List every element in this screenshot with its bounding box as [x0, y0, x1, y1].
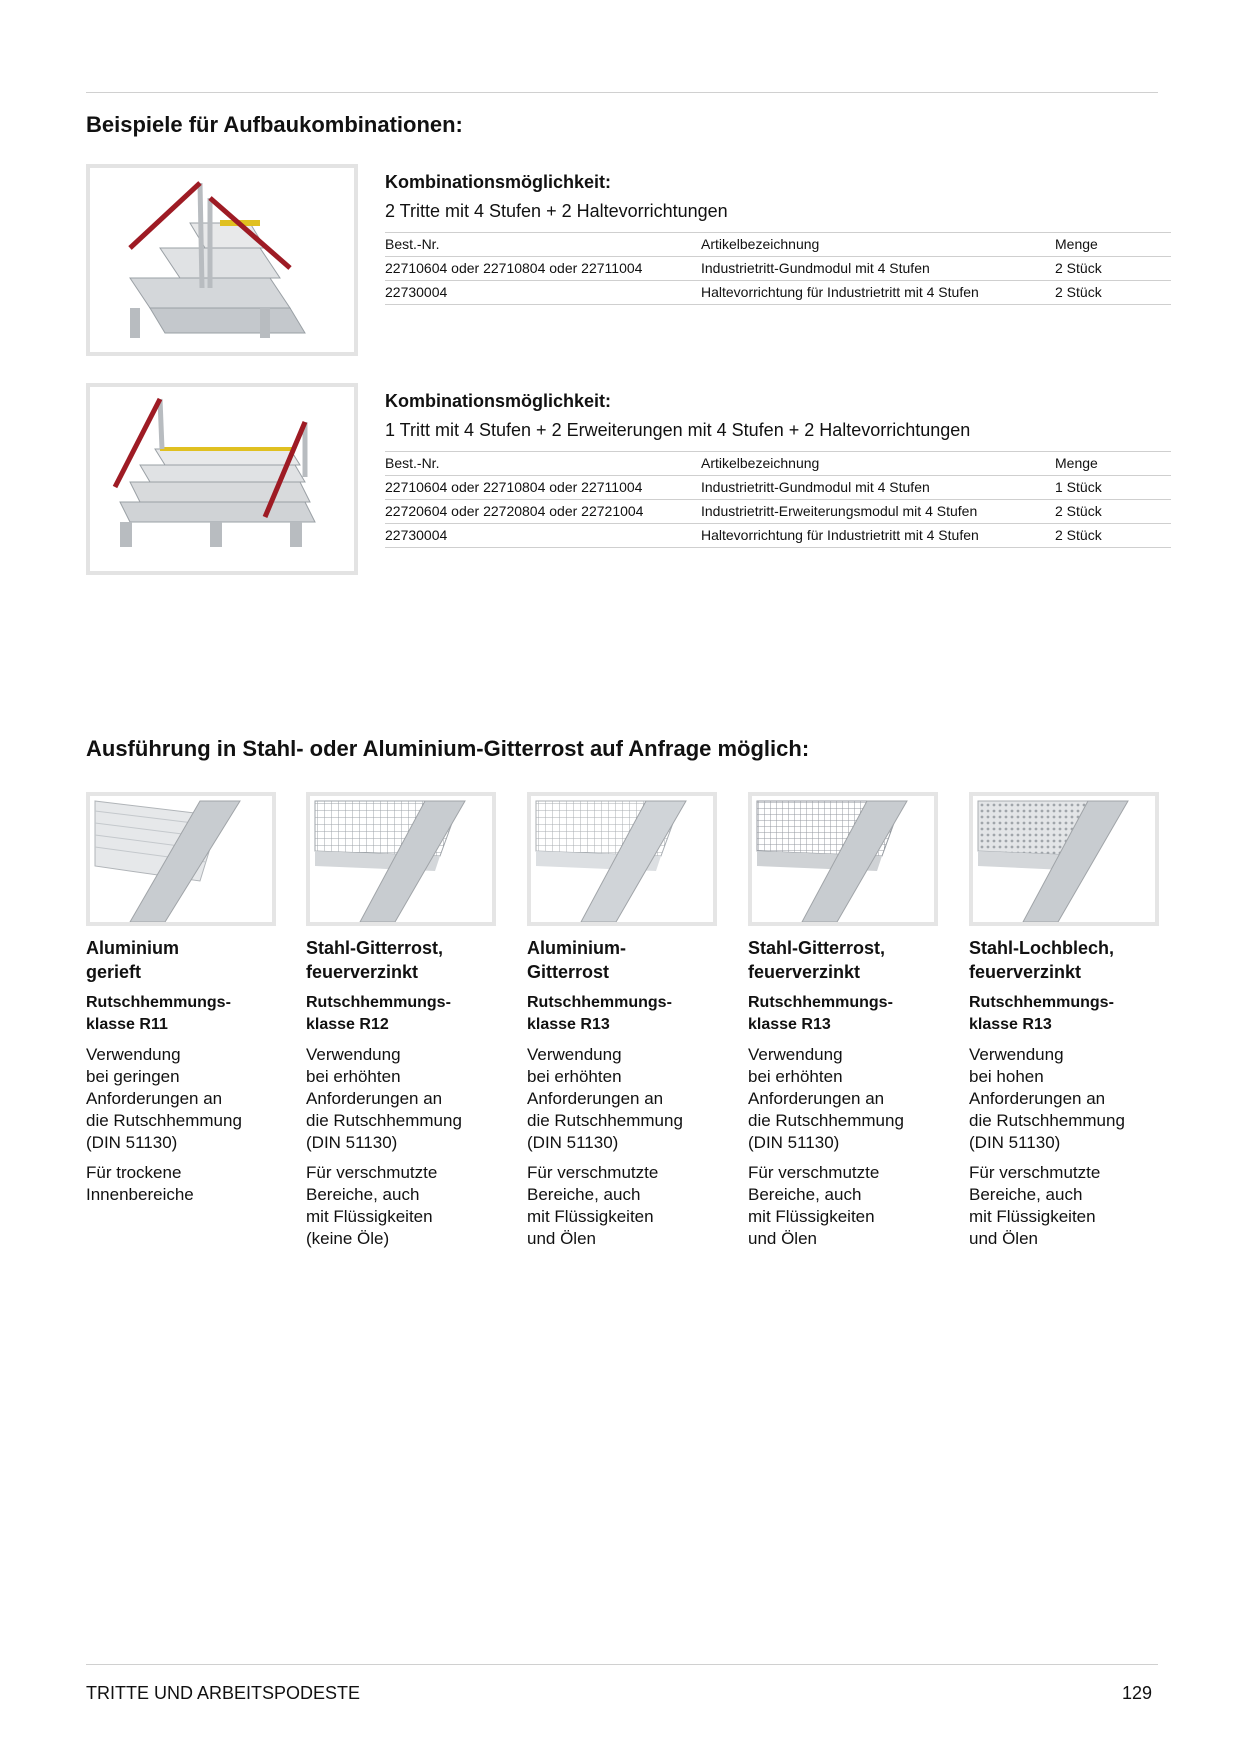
variant-area: Für trockene Innenbereiche: [86, 1163, 194, 1204]
col-best-nr: Best.-Nr.: [385, 233, 701, 257]
variant-area: Für verschmutzte Bereiche, auch mit Flüssigkeiten und Ölen: [527, 1163, 659, 1248]
col-best-nr: Best.-Nr.: [385, 452, 701, 476]
table-row: [385, 257, 1171, 281]
combo1: [385, 172, 1171, 305]
table-header-row: [385, 233, 1171, 257]
variant-aluminium-gitterrost: [527, 936, 727, 1250]
table-row: [385, 524, 1171, 548]
combo2: [385, 391, 1171, 548]
col-menge: Menge: [1055, 452, 1171, 476]
table-row: [385, 476, 1171, 500]
cell-artikel: Haltevorrichtung für Industrietritt mit 4 Stufen: [701, 281, 1055, 305]
variant-class: Rutschhemmungs- klasse R13: [748, 994, 893, 1033]
grating-image-stahl-gitterrost-r13: [748, 792, 938, 926]
cell-artikel: Industrietritt-Gundmodul mit 4 Stufen: [701, 476, 1055, 500]
cell-best-nr: 22710604 oder 22710804 oder 22711004: [385, 476, 701, 500]
variant-title: Stahl-Lochblech, feuerverzinkt: [969, 938, 1115, 982]
table-header-row: [385, 452, 1171, 476]
combo1-image: [86, 164, 358, 356]
top-rule: [86, 92, 1158, 93]
cell-artikel: Haltevorrichtung für Industrietritt mit 4 Stufen: [701, 524, 1055, 548]
combo1-subtitle: 2 Tritte mit 4 Stufen + 2 Haltevorrichtungen: [385, 201, 728, 221]
footer-rule: [86, 1664, 1158, 1665]
combo2-image: [86, 383, 358, 575]
cell-artikel: Industrietritt-Erweiterungsmodul mit 4 Stufen: [701, 500, 1055, 524]
variant-title: Aluminium gerieft: [86, 938, 179, 982]
cell-menge: 2 Stück: [1055, 524, 1171, 548]
variant-title: Aluminium- Gitterrost: [527, 938, 626, 982]
table-row: [385, 500, 1171, 524]
combo2-subtitle: 1 Tritt mit 4 Stufen + 2 Erweiterungen mit 4 Stufen + 2 Haltevorrichtungen: [385, 420, 971, 440]
variant-title: Stahl-Gitterrost, feuerverzinkt: [306, 938, 444, 982]
perforated-tread-illustration: [973, 796, 1155, 922]
variant-usage: Verwendung bei geringen Anforderungen an die Rutschhemmung (DIN 51130): [86, 1045, 242, 1152]
variant-usage: Verwendung bei erhöhten Anforderungen an die Rutschhemmung (DIN 51130): [748, 1045, 904, 1152]
variant-class: Rutschhemmungs- klasse R12: [306, 994, 451, 1033]
stair-illustration: [90, 387, 354, 571]
combo2-table: [385, 451, 1171, 548]
section2-heading: Ausführung in Stahl- oder Aluminium-Gitterrost auf Anfrage möglich:: [86, 736, 810, 761]
variant-class: Rutschhemmungs- klasse R13: [969, 994, 1114, 1033]
grating-image-stahl-gitterrost-r12: [306, 792, 496, 926]
cell-menge: 1 Stück: [1055, 476, 1171, 500]
cell-best-nr: 22730004: [385, 524, 701, 548]
grating-tread-illustration: [531, 796, 713, 922]
variant-class: Rutschhemmungs- klasse R13: [527, 994, 672, 1033]
variant-stahl-gitterrost-r13: [748, 936, 948, 1250]
col-menge: Menge: [1055, 233, 1171, 257]
variant-title: Stahl-Gitterrost, feuerverzinkt: [748, 938, 886, 982]
variant-usage: Verwendung bei erhöhten Anforderungen an die Rutschhemmung (DIN 51130): [527, 1045, 683, 1152]
grating-tread-illustration: [752, 796, 934, 922]
grating-image-aluminium-gerieft: [86, 792, 276, 926]
ribbed-tread-illustration: [90, 796, 272, 922]
variant-area: Für verschmutzte Bereiche, auch mit Flüssigkeiten (keine Öle): [306, 1163, 438, 1248]
cell-best-nr: 22720604 oder 22720804 oder 22721004: [385, 500, 701, 524]
grating-image-stahl-lochblech: [969, 792, 1159, 926]
cell-menge: 2 Stück: [1055, 257, 1171, 281]
combo1-table: [385, 232, 1171, 305]
combo2-label: Kombinationsmöglichkeit:: [385, 391, 612, 411]
grating-image-aluminium-gitterrost: [527, 792, 717, 926]
table-row: [385, 281, 1171, 305]
col-artikel: Artikelbezeichnung: [701, 452, 1055, 476]
combo1-label: Kombinationsmöglichkeit:: [385, 172, 612, 192]
variant-area: Für verschmutzte Bereiche, auch mit Flüssigkeiten und Ölen: [969, 1163, 1101, 1248]
variant-class: Rutschhemmungs- klasse R11: [86, 994, 231, 1033]
variant-stahl-lochblech: [969, 936, 1169, 1250]
footer-section-title: TRITTE UND ARBEITSPODESTE: [86, 1683, 361, 1703]
variant-aluminium-gerieft: [86, 936, 286, 1206]
variant-usage: Verwendung bei erhöhten Anforderungen an die Rutschhemmung (DIN 51130): [306, 1045, 462, 1152]
page-number: 129: [1121, 1683, 1152, 1703]
cell-menge: 2 Stück: [1055, 500, 1171, 524]
cell-best-nr: 22730004: [385, 281, 701, 305]
grating-tread-illustration: [310, 796, 492, 922]
col-artikel: Artikelbezeichnung: [701, 233, 1055, 257]
cell-artikel: Industrietritt-Gundmodul mit 4 Stufen: [701, 257, 1055, 281]
section1-heading: Beispiele für Aufbaukombinationen:: [86, 112, 463, 137]
variant-area: Für verschmutzte Bereiche, auch mit Flüssigkeiten und Ölen: [748, 1163, 880, 1248]
cell-best-nr: 22710604 oder 22710804 oder 22711004: [385, 257, 701, 281]
cell-menge: 2 Stück: [1055, 281, 1171, 305]
stair-illustration: [90, 168, 354, 352]
variant-usage: Verwendung bei hohen Anforderungen an die Rutschhemmung (DIN 51130): [969, 1045, 1125, 1152]
variant-stahl-gitterrost-r12: [306, 936, 506, 1250]
